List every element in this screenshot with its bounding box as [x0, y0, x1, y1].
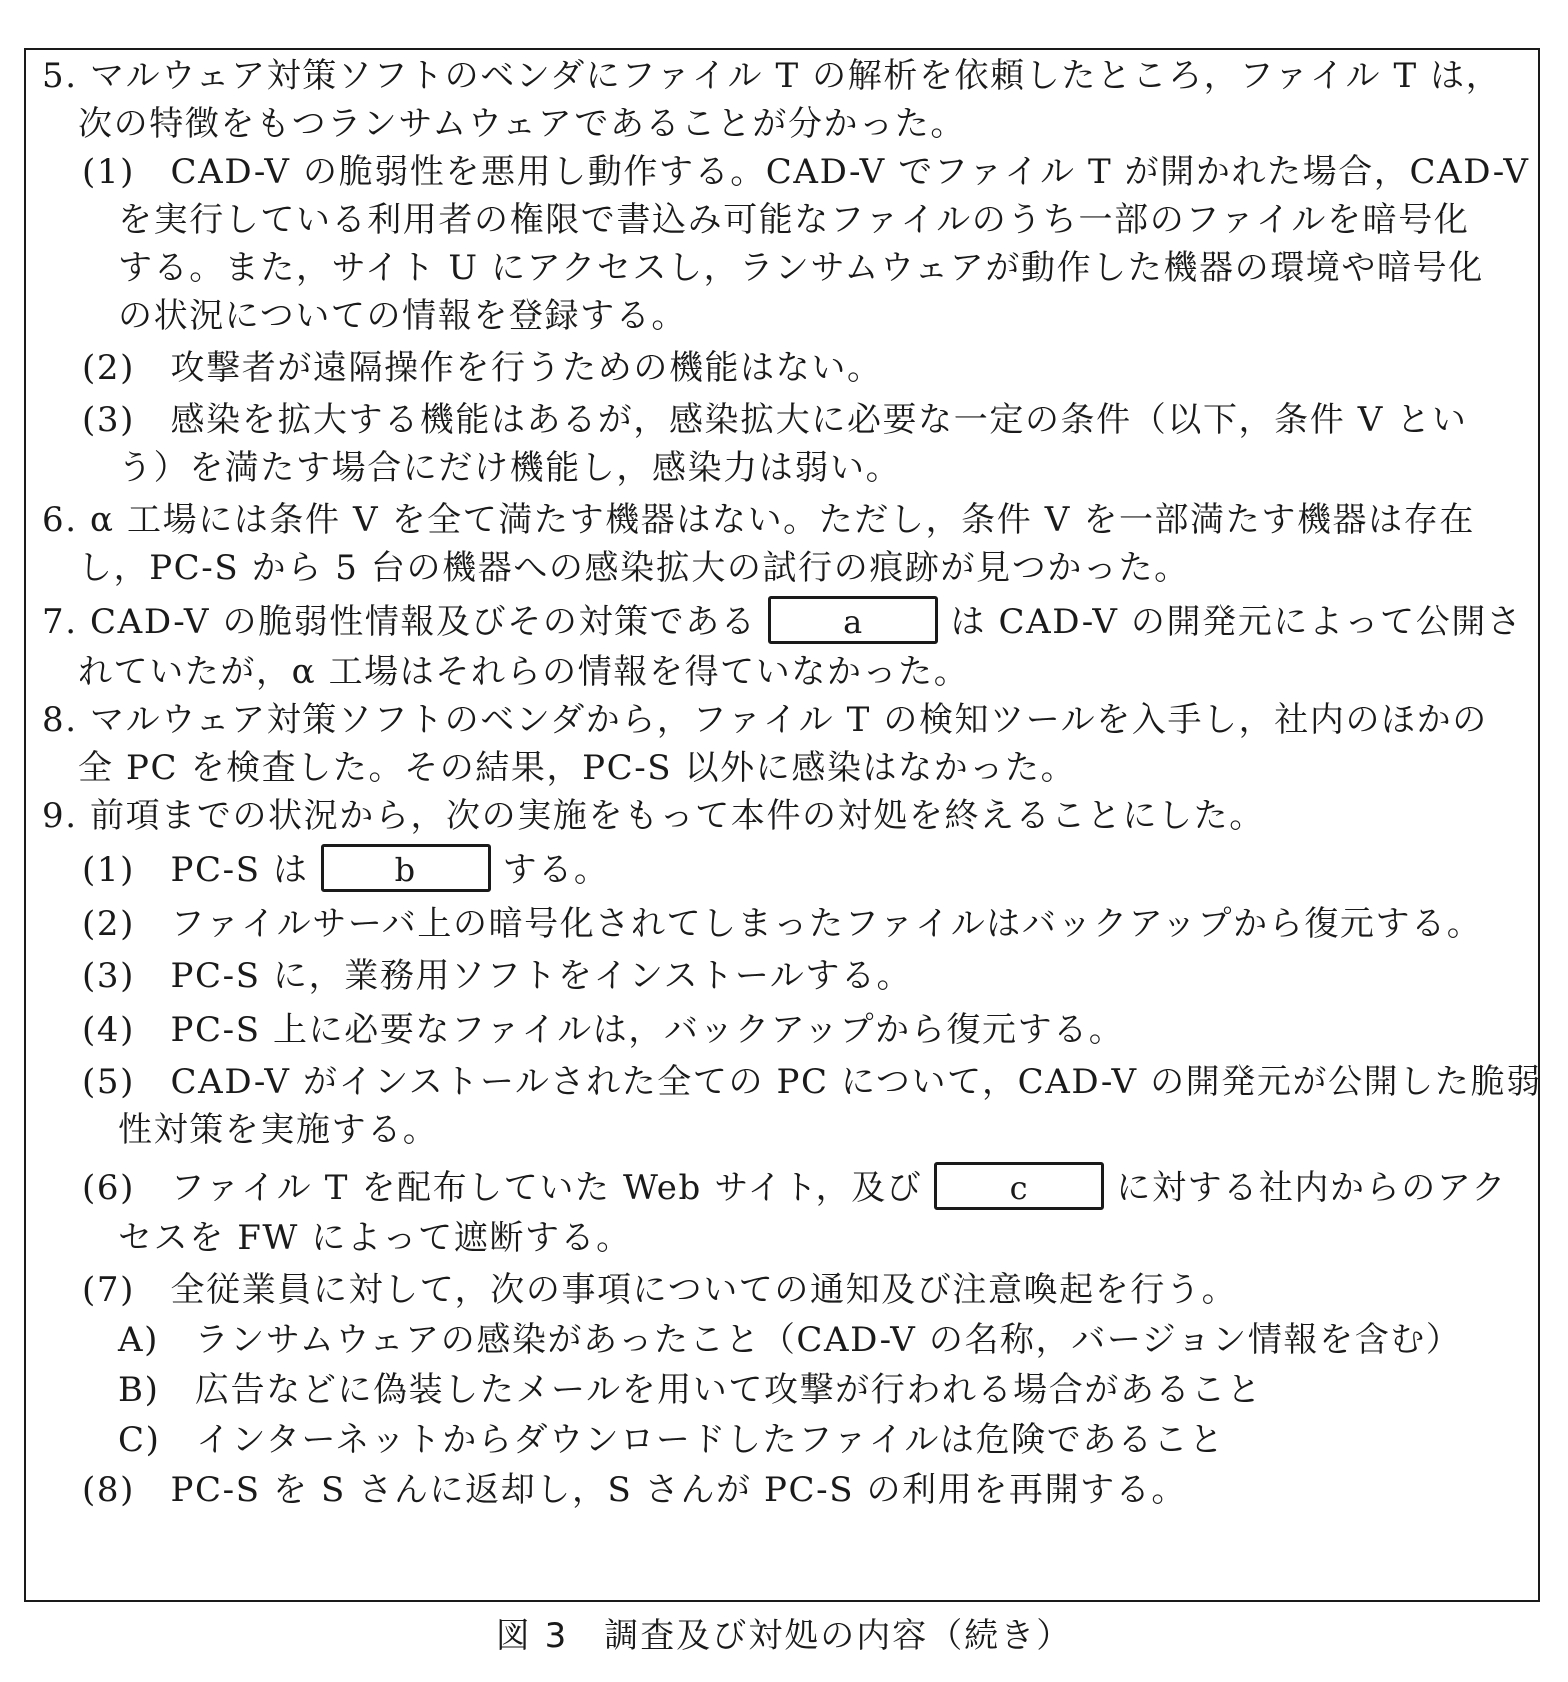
text-line: 6. α 工場には条件 V を全て満たす機器はない。ただし，条件 V を一部満たす機器は存在 [42, 500, 1475, 540]
text-line: 次の特徴をもつランサムウェアであることが分かった。 [78, 104, 966, 144]
item-9-1-after: する。 [502, 850, 610, 890]
text-line: し，PC-S から 5 台の機器への感染拡大の試行の痕跡が見つかった。 [78, 548, 1190, 588]
item-9-6-after: に対する社内からのアク [1116, 1168, 1508, 1208]
text-line: セスを FW によって遮断する。 [118, 1218, 632, 1258]
item-9-6-before: (6) ファイル T を配布していた Web サイト，及び [82, 1168, 923, 1208]
text-line: (2) ファイルサーバ上の暗号化されてしまったファイルはバックアップから復元する。 [82, 904, 1483, 944]
item-9-1-before: (1) PC-S は [82, 850, 309, 890]
text-line: する。また，サイト U にアクセスし，ランサムウェアが動作した機器の環境や暗号化 [118, 248, 1484, 288]
text-line: (2) 攻撃者が遠隔操作を行うための機能はない。 [82, 348, 883, 388]
text-line: 5. マルウェア対策ソフトのベンダにファイル T の解析を依頼したところ，ファイル T は， [42, 56, 1502, 96]
text-line: (7) 全従業員に対して，次の事項についての通知及び注意喚起を行う。 [82, 1270, 1238, 1310]
text-line: れていたが，α 工場はそれらの情報を得ていなかった。 [78, 652, 970, 692]
text-line: を実行している利用者の権限で書込み可能なファイルのうち一部のファイルを暗号化 [118, 200, 1470, 240]
blank-a: a [768, 596, 938, 644]
text-line: (4) PC-S 上に必要なファイルは，バックアップから復元する。 [82, 1010, 1125, 1050]
blank-c: c [934, 1162, 1104, 1210]
text-line: (8) PC-S を S さんに返却し，S さんが PC-S の利用を再開する。 [82, 1470, 1187, 1510]
item-7-before: 7. CAD-V の脆弱性情報及びその対策である [42, 602, 757, 642]
text-line: 性対策を実施する。 [118, 1110, 439, 1150]
item-9-6-line-1 [82, 1166, 1507, 1214]
text-line: 8. マルウェア対策ソフトのベンダから，ファイル T の検知ツールを入手し，社内のほかの [42, 700, 1488, 740]
item-9-1 [82, 848, 609, 896]
figure-caption: 図 3 調査及び対処の内容（続き） [495, 1616, 1073, 1656]
text-line: (3) 感染を拡大する機能はあるが，感染拡大に必要な一定の条件（以下，条件 V とい [82, 400, 1468, 440]
item-7-line-1 [42, 600, 1523, 648]
text-line: 9. 前項までの状況から，次の実施をもって本件の対処を終えることにした。 [42, 796, 1265, 836]
item-7-after: は CAD-V の開発元によって公開さ [950, 602, 1523, 642]
text-line: (3) PC-S に，業務用ソフトをインストールする。 [82, 956, 913, 996]
blank-b: b [321, 844, 491, 892]
text-line: の状況についての情報を登録する。 [118, 296, 687, 336]
text-line: A) ランサムウェアの感染があったこと（CAD-V の名称，バージョン情報を含む） [118, 1320, 1462, 1360]
text-line: C) インターネットからダウンロードしたファイルは危険であること [118, 1420, 1225, 1460]
text-line: う）を満たす場合にだけ機能し，感染力は弱い。 [118, 448, 902, 488]
text-line: (5) CAD-V がインストールされた全ての PC について，CAD-V の開発元が公開した脆弱 [82, 1062, 1542, 1102]
text-line: B) 広告などに偽装したメールを用いて攻撃が行われる場合があること [118, 1370, 1263, 1410]
text-line: (1) CAD-V の脆弱性を悪用し動作する。CAD-V でファイル T が開かれた場合，CAD-V [82, 152, 1530, 192]
text-line: 全 PC を検査した。その結果，PC-S 以外に感染はなかった。 [78, 748, 1077, 788]
